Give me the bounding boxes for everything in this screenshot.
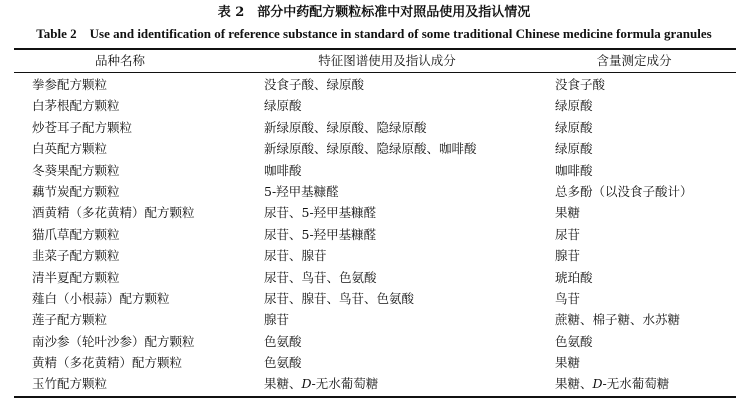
cell-content: 鸟苷 <box>555 290 581 306</box>
cell-fingerprint: 咖啡酸 <box>264 162 302 178</box>
table-row <box>0 309 748 330</box>
cell-fingerprint: 色氨酸 <box>264 355 302 371</box>
cell-fingerprint: 新绿原酸、绿原酸、隐绿原酸、咖啡酸 <box>264 141 477 157</box>
table-row <box>0 352 748 373</box>
cell-name: 猫爪草配方颗粒 <box>32 226 120 242</box>
cell-content: 腺苷 <box>555 248 581 264</box>
cell-content: 绿原酸 <box>555 141 593 157</box>
cell-name: 南沙参（轮叶沙参）配方颗粒 <box>32 333 195 349</box>
cell-name: 拳参配方颗粒 <box>32 77 108 92</box>
table-row <box>0 95 748 116</box>
cell-name: 薤白（小根蒜）配方颗粒 <box>32 290 170 306</box>
cell-name: 清半夏配方颗粒 <box>32 269 120 285</box>
cell-fingerprint: 5-羟甲基糠醛 <box>264 183 339 199</box>
cell-fingerprint: 尿苷、腺苷 <box>264 248 327 264</box>
cell-fingerprint: 尿苷、5-羟甲基糠醛 <box>264 226 377 242</box>
cell-content: 总多酚（以没食子酸计） <box>555 183 693 199</box>
cell-name: 白英配方颗粒 <box>32 141 108 157</box>
cell-content: 蔗糖、棉子糖、水苏糖 <box>555 312 681 328</box>
table-row <box>0 160 748 181</box>
cell-name: 莲子配方颗粒 <box>32 312 108 328</box>
cell-fingerprint: 新绿原酸、绿原酸、隐绿原酸 <box>264 119 427 135</box>
cell-content: 果糖、D-无水葡萄糖 <box>555 376 670 392</box>
cell-fingerprint: 没食子酸、绿原酸 <box>264 77 365 92</box>
table-row <box>0 74 748 95</box>
table-top-rule <box>14 48 736 50</box>
cell-content: 色氨酸 <box>555 333 593 349</box>
table-row <box>0 288 748 309</box>
column-header-name: 品种名称 <box>94 53 145 68</box>
table-row <box>0 267 748 288</box>
table-header-rule <box>14 72 736 73</box>
cell-content: 尿苷 <box>555 226 581 242</box>
table-row <box>0 117 748 138</box>
cell-name: 白茅根配方颗粒 <box>32 98 120 114</box>
table-row <box>0 373 748 394</box>
cell-content: 果糖 <box>555 205 581 221</box>
cell-content: 没食子酸 <box>555 77 606 92</box>
cell-name: 冬葵果配方颗粒 <box>32 162 120 178</box>
cell-name: 韭菜子配方颗粒 <box>32 248 120 264</box>
cell-content: 绿原酸 <box>555 119 593 135</box>
cell-name: 玉竹配方颗粒 <box>32 376 108 392</box>
cell-fingerprint: 腺苷 <box>264 312 290 328</box>
cell-fingerprint: 色氨酸 <box>264 333 302 349</box>
table-row <box>0 224 748 245</box>
table-row <box>0 331 748 352</box>
cell-fingerprint: 尿苷、腺苷、鸟苷、色氨酸 <box>264 290 415 306</box>
cell-name: 酒黄精（多花黄精）配方颗粒 <box>32 205 195 221</box>
cell-content: 果糖 <box>555 355 581 371</box>
table-body <box>0 74 748 395</box>
table-row <box>0 138 748 159</box>
table-caption-en: Table 2 Use and identification of reference substance in standard of some traditional Chinese medicine formula granules <box>36 26 712 41</box>
table-row <box>0 245 748 266</box>
cell-content: 咖啡酸 <box>555 162 593 178</box>
cell-content: 琥珀酸 <box>555 269 593 285</box>
table-row <box>0 181 748 202</box>
cell-name: 黄精（多花黄精）配方颗粒 <box>32 355 183 371</box>
cell-name: 藕节炭配方颗粒 <box>32 183 120 199</box>
table-row <box>0 202 748 223</box>
column-header-fingerprint: 特征图谱使用及指认成分 <box>318 53 456 68</box>
cell-fingerprint: 尿苷、5-羟甲基糠醛 <box>264 205 377 221</box>
cell-content: 绿原酸 <box>555 98 593 114</box>
cell-fingerprint: 绿原酸 <box>264 98 302 114</box>
cell-name: 炒苍耳子配方颗粒 <box>32 119 133 135</box>
table-bottom-rule <box>14 396 736 398</box>
column-header-content: 含量测定成分 <box>596 53 672 68</box>
cell-fingerprint: 尿苷、鸟苷、色氨酸 <box>264 269 377 285</box>
table-caption-cn: 表 2 部分中药配方颗粒标准中对照品使用及指认情况 <box>217 5 531 20</box>
cell-fingerprint: 果糖、D-无水葡萄糖 <box>264 376 379 392</box>
